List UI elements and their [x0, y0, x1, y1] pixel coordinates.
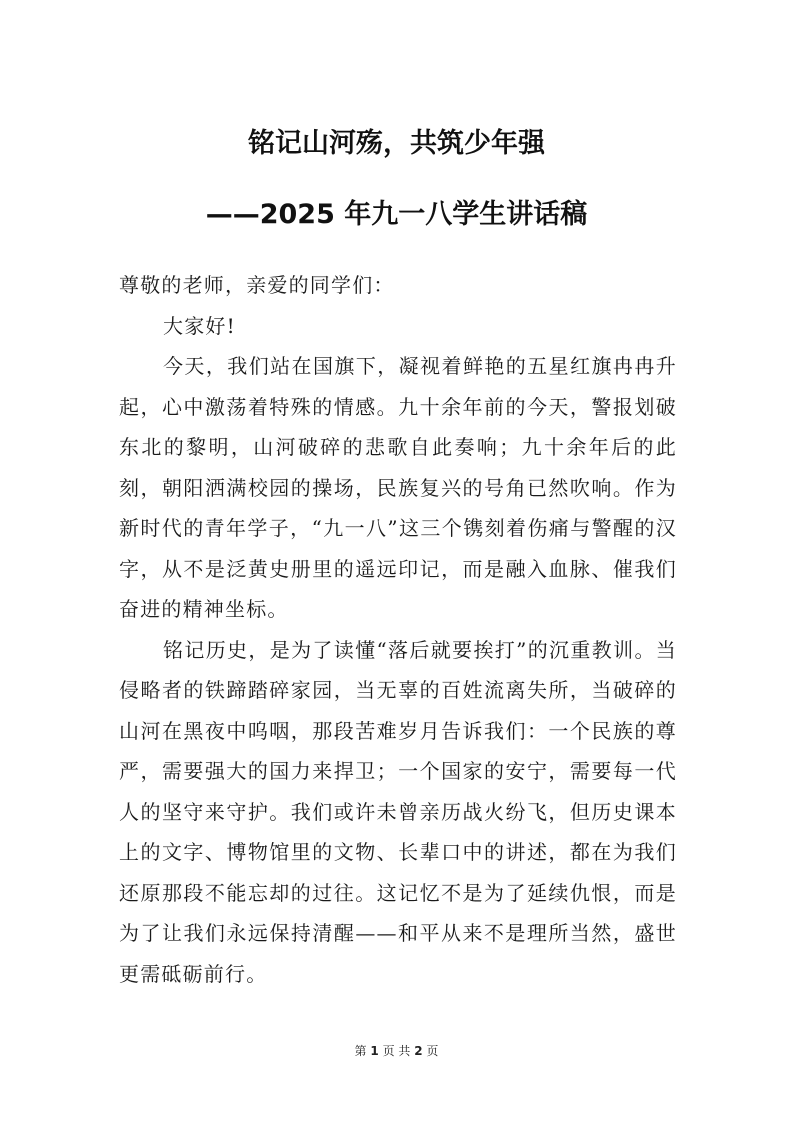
page-footer [0, 1043, 793, 1059]
footer-middle: 页 共 [382, 1044, 411, 1058]
footer-suffix: 页 [426, 1044, 439, 1058]
greeting: 大家好! [163, 313, 236, 338]
document-body [119, 265, 677, 994]
current-page-number: 1 [370, 1044, 379, 1058]
salutation: 尊敬的老师，亲爱的同学们： [119, 273, 395, 297]
document-title: 铭记山河殇，共筑少年强 [248, 128, 545, 159]
document-subtitle: ——2025 年九一八学生讲话稿 [205, 199, 588, 230]
paragraph-1: 今天，我们站在国旗下，凝视着鲜艳的五星红旗冉冉升起，心中激荡着特殊的情感。九十余年前的今天，警报划破东北的黎明，山河破碎的悲歌自此奏响；九十余年后的此刻，朝阳洒满校园的操场，民族复兴的号角已然吹响。作为新时代的青年学子，“九一八”这三个镌刻着伤痛与警醒的汉字，从不是泛黄史册里的遥远印记，而是融入血脉、催我们奋进的精神坐标。 [119, 354, 677, 621]
total-pages-number: 2 [414, 1044, 423, 1058]
footer-prefix: 第 [354, 1044, 367, 1058]
paragraph-2: 铭记历史，是为了读懂“落后就要挨打”的沉重教训。当侵略者的铁蹄踏碎家园，当无辜的百姓流离失所，当破碎的山河在黑夜中呜咽，那段苦难岁月告诉我们：一个民族的尊严，需要强大的国力来捍卫；一个国家的安宁，需要每一代人的坚守来守护。我们或许未曾亲历战火纷飞，但历史课本上的文字、博物馆里的文物、长辈口中的讲述，都在为我们还原那段不能忘却的过往。这记忆不是为了延续仇恨，而是为了让我们永远保持清醒——和平从来不是理所当然，盛世更需砥砺前行。 [119, 637, 677, 986]
